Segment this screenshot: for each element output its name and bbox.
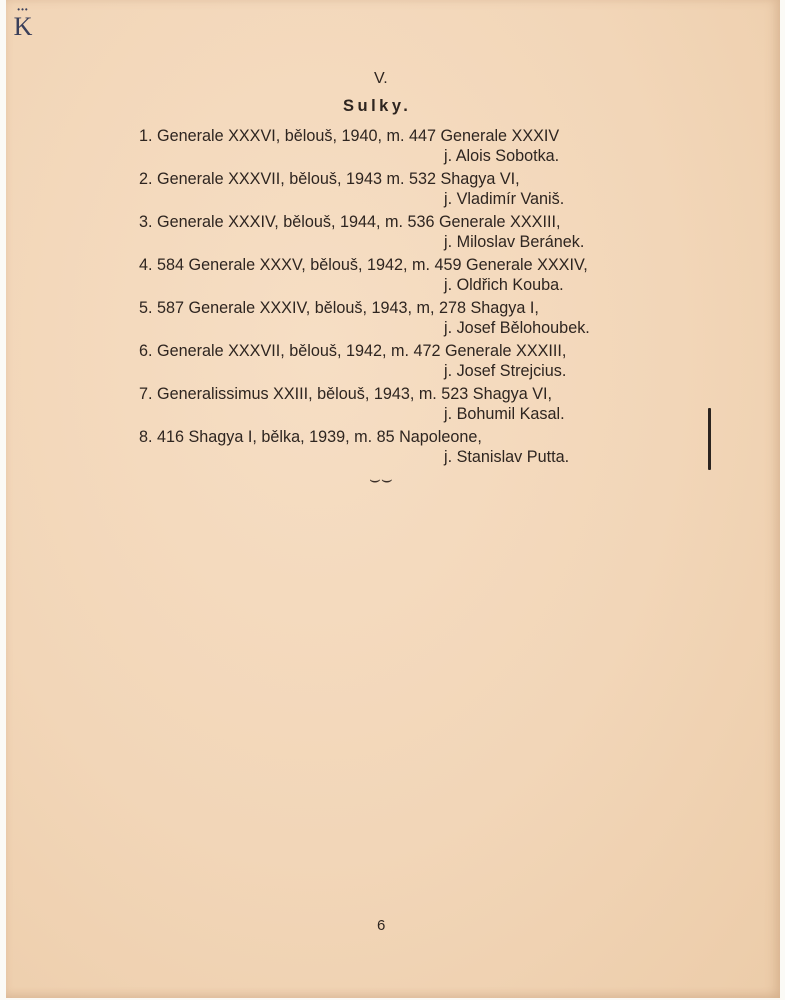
entry-line-1: 5. 587 Generale XXXIV, bělouš, 1943, m, 278 Shagya I, (139, 299, 539, 317)
entry-line-1: 7. Generalissimus XXIII, bělouš, 1943, m. 523 Shagya VI, (139, 385, 553, 403)
entry-line-1: 3. Generale XXXIV, bělouš, 1944, m. 536 Generale XXXIII, (139, 213, 561, 231)
entry-line-1: 1. Generale XXXVI, bělouš, 1940, m. 447 Generale XXXIV (139, 127, 560, 145)
entry-line-2: j. Bohumil Kasal. (444, 405, 565, 423)
section-number: V. (374, 70, 388, 87)
logo-letter: K (13, 12, 33, 41)
entry-line-1: 4. 584 Generale XXXV, bělouš, 1942, m. 459 Generale XXXIV, (139, 256, 588, 274)
entry-line-2: j. Miloslav Beránek. (444, 233, 585, 251)
logo-dots: ••• (17, 5, 29, 14)
entry-line-1: 8. 416 Shagya I, bělka, 1939, m. 85 Napoleone, (139, 428, 482, 446)
entry-line-1: 6. Generale XXXVII, bělouš, 1942, m. 472 Generale XXXIII, (139, 342, 567, 360)
entry-line-2: j. Alois Sobotka. (444, 147, 560, 165)
entry-line-2: j. Stanislav Putta. (444, 448, 570, 466)
library-logo (11, 6, 35, 46)
entry-line-1: 2. Generale XXXVII, bělouš, 1943 m. 532 Shagya VI, (139, 170, 520, 188)
staple-mark (708, 408, 711, 470)
entry-line-2: j. Oldřich Kouba. (444, 276, 564, 294)
entry-line-2: j. Josef Strejcius. (444, 362, 567, 380)
section-title: Sulky. (343, 97, 412, 115)
entry-line-2: j. Josef Bělohoubek. (444, 319, 590, 337)
page-number: 6 (377, 917, 386, 934)
entry-line-2: j. Vladimír Vaniš. (444, 190, 565, 208)
end-ornament: ⌣⌣ (369, 469, 393, 490)
document-page (6, 0, 780, 998)
